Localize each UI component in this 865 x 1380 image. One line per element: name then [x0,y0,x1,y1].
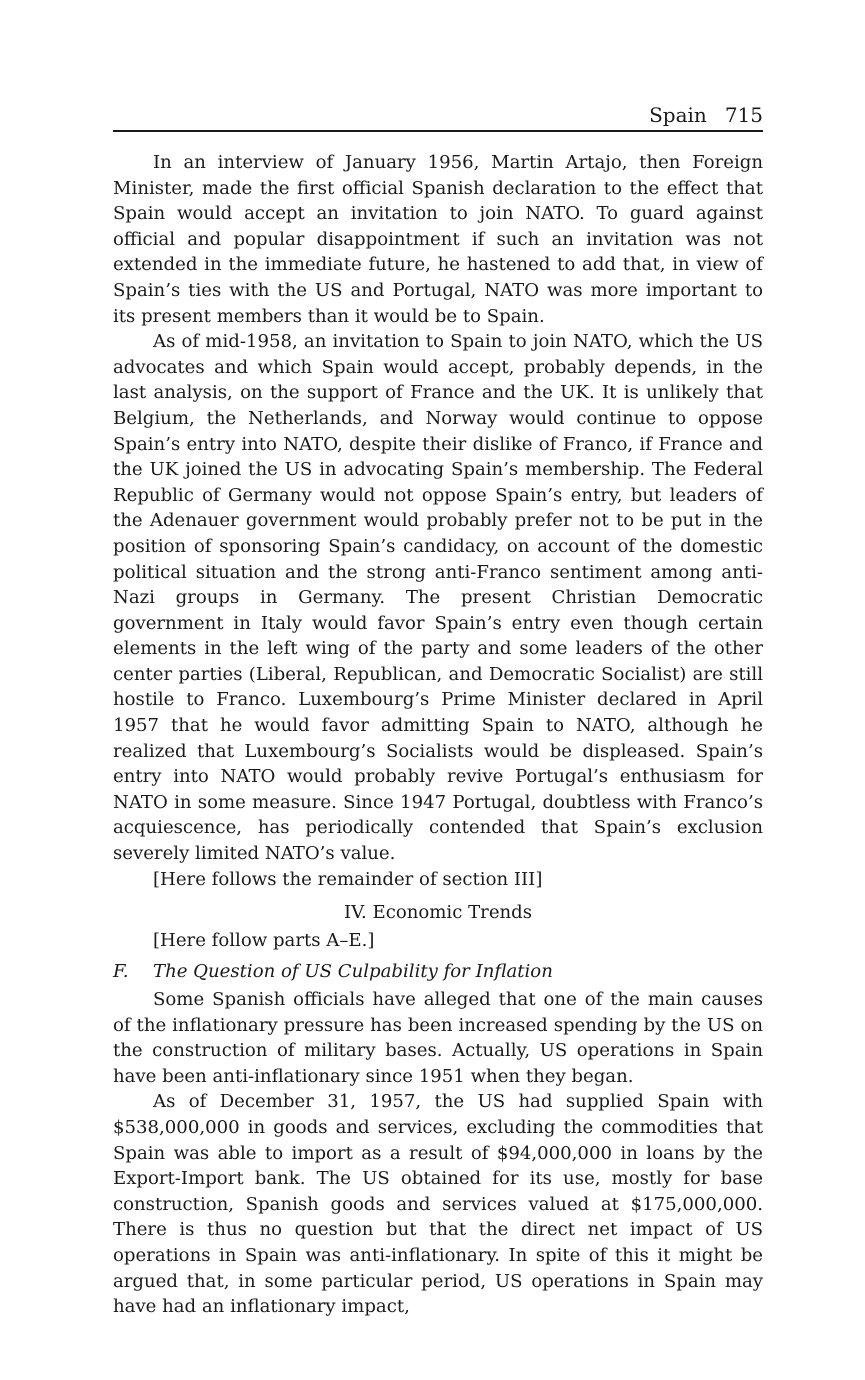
part-heading: IV. Economic Trends [343,902,533,924]
editorial-note-section-iii: [Here follows the remainder of section III] [153,868,543,890]
page-number: 715 [724,103,763,127]
paragraph-1: In an interview of January 1956, Martin Artajo, then Foreign Minister, made the first official Spanish declaration to the effect that Spain would accept an invitation to join NATO. To guard against official and popular disappointment if such an invitation was not extended in the immediate future, he hastened to add that, in view of Spain’s ties with the US and Portugal, NATO was more important to its present members than it would be to Spain. [113,152,763,327]
running-head [113,100,763,130]
header-rule [113,130,763,132]
subsection-letter: F. [113,961,129,983]
body-text [113,150,763,1320]
page [113,100,763,1320]
subsection-title: The Question of US Culpability for Inflation [153,961,553,983]
paragraph-3: Some Spanish officials have alleged that one of the main causes of the inflationary pressure has been increased spending by the US on the construction of military bases. Actually, US operations in Spain have been anti-inflationary since 1951 when they began. [113,989,763,1087]
editorial-note-parts: [Here follow parts A–E.] [153,929,375,951]
paragraph-2: As of mid-1958, an invitation to Spain to join NATO, which the US advocates and which Spain would accept, probably depends, in the last analysis, on the support of France and the UK. It is unlikely that Belgium, the Netherlands, and Norway would continue to oppose Spain’s entry into NATO, despite their dislike of Franco, if France and the UK joined the US in advocating Spain’s membership. The Federal Republic of Germany would not oppose Spain’s entry, but leaders of the Adenauer government would probably prefer not to be put in the position of sponsoring Spain’s candidacy, on account of the domestic political situation and the strong anti-Franco sentiment among anti-Nazi groups in Germany. The present Christian Democratic government in Italy would favor Spain’s entry even though certain elements in the left wing of the party and some leaders of the other center parties (Liberal, Republican, and Democratic Socialist) are still hostile to Franco. Luxembourg’s Prime Minister declared in April 1957 that he would favor admitting Spain to NATO, although he realized that Luxembourg’s Socialists would be displeased. Spain’s entry into NATO would probably revive Portugal’s enthusiasm for NATO in some measure. Since 1947 Portugal, doubtless with Franco’s acquiescence, has periodically contended that Spain’s exclusion severely limited NATO’s value. [113,331,763,865]
running-head-section: Spain [649,103,707,127]
subsection-heading [113,959,763,985]
paragraph-4: As of December 31, 1957, the US had supplied Spain with $538,000,000 in goods and services, excluding the commodities that Spain was able to import as a result of $94,000,000 in loans by the Export-Import bank. The US obtained for its use, mostly for base construction, Spanish goods and services valued at $175,000,000. There is thus no question but that the direct net impact of US operations in Spain was anti-inflationary. In spite of this it might be argued that, in some particular period, US operations in Spain may have had an inflationary impact, [113,1091,763,1318]
